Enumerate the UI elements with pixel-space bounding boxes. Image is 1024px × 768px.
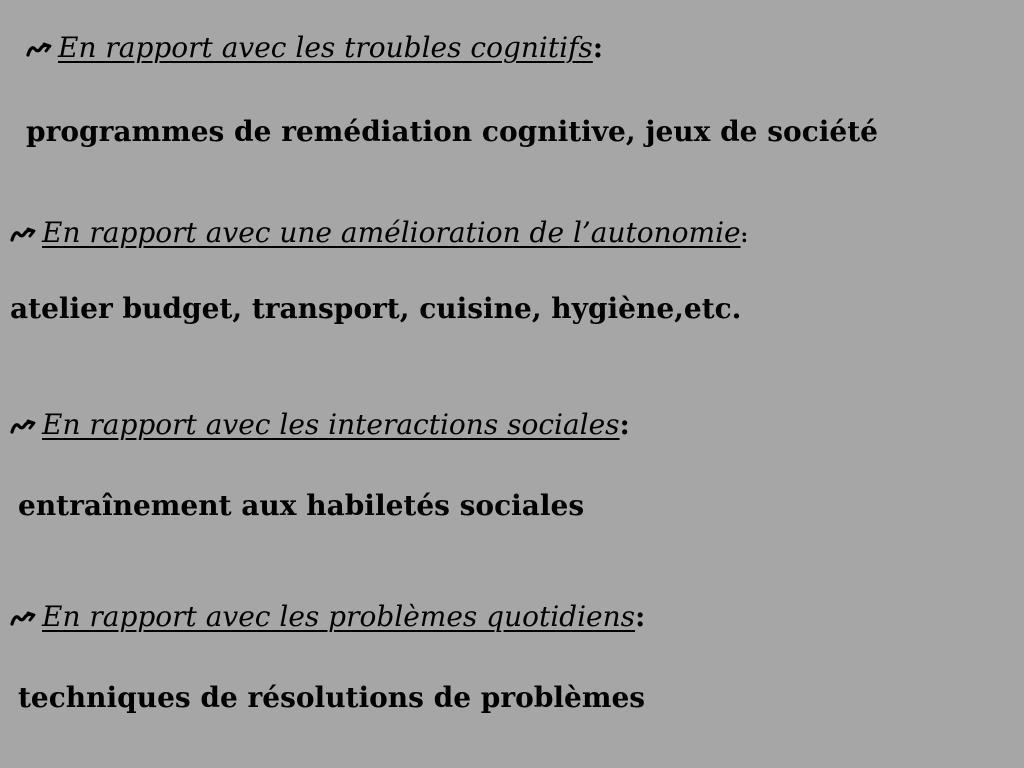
section-heading-colon: : xyxy=(619,408,630,441)
section-heading-colon: : xyxy=(635,600,646,633)
section-heading-colon: : xyxy=(592,31,604,64)
section-heading-text: En rapport avec une amélioration de l’autonomie xyxy=(42,216,741,249)
section-heading-text: En rapport avec les problèmes quotidiens xyxy=(42,600,636,633)
section-heading-text: En rapport avec les interactions sociales xyxy=(42,408,620,441)
section-heading-cognitive xyxy=(26,32,603,64)
section-detail-social: entraînement aux habiletés sociales xyxy=(18,489,585,522)
section-heading-colon: : xyxy=(740,223,748,247)
curly-arrow-bullet-icon xyxy=(26,41,52,59)
curly-arrow-bullet-icon xyxy=(10,418,36,436)
section-detail-autonomy: atelier budget, transport, cuisine, hygiène,etc. xyxy=(10,292,742,325)
curly-arrow-bullet-icon xyxy=(10,226,36,244)
section-heading-text: En rapport avec les troubles cognitifs xyxy=(58,31,593,64)
section-heading-social xyxy=(10,409,630,441)
section-detail-daily-problems: techniques de résolutions de problèmes xyxy=(18,681,646,714)
section-detail-cognitive: programmes de remédiation cognitive, jeux de société xyxy=(26,115,878,148)
section-heading-autonomy xyxy=(10,217,748,249)
curly-arrow-bullet-icon xyxy=(10,610,36,628)
section-heading-daily-problems xyxy=(10,601,645,633)
